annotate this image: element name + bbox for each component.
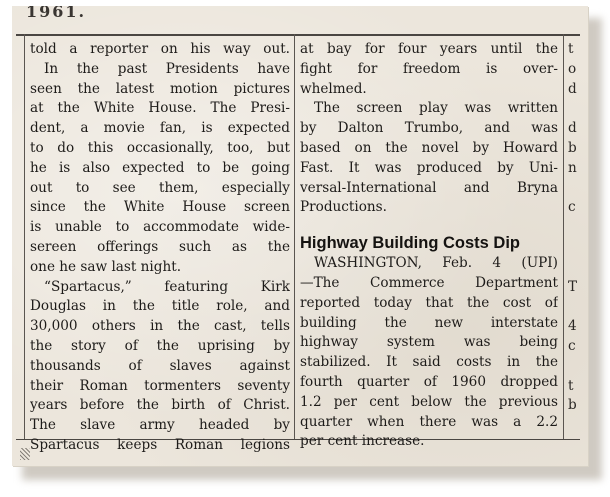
edge-fragment: b	[568, 139, 577, 156]
text-line: The screen play was written	[314, 100, 558, 117]
edge-fragment: 4	[568, 318, 577, 335]
edge-fragment: n	[568, 159, 577, 176]
text-line: whelmed.	[300, 80, 367, 97]
text-line: In the past Presidents have	[44, 60, 290, 77]
text-line: at the White House. The Presi-	[30, 100, 290, 117]
text-line: seen the latest motion pictures	[30, 80, 290, 97]
edge-fragment	[568, 297, 588, 317]
article-column-1	[30, 40, 290, 456]
text-line: 1.2 per cent below the previous	[300, 393, 558, 410]
column-rule-right	[563, 34, 564, 440]
header-fragment: 1961.	[26, 6, 87, 21]
text-line: out to see them, especially	[30, 179, 290, 196]
edge-fragment: c	[568, 199, 576, 216]
text-line: highway system was being	[300, 334, 558, 351]
text-line: sereen offerings such as the	[30, 238, 290, 255]
edge-fragment: d	[568, 120, 577, 137]
text-line: Productions.	[300, 199, 387, 216]
text-line: stabilized. It said costs in the	[300, 354, 558, 371]
text-line: —The Commerce Department	[300, 274, 558, 291]
text-line: the story of the uprising by	[30, 337, 290, 354]
text-line: building the new interstate	[300, 314, 558, 331]
text-line: years before the birth of Christ.	[30, 397, 290, 414]
text-line: to do this occasionally, too, but	[30, 139, 290, 156]
text-line: Fast. It was produced by Uni-	[300, 159, 558, 176]
text-line: Douglas in the title role, and	[30, 298, 290, 315]
edge-fragment	[568, 218, 588, 238]
text-line: The slave army headed by	[30, 417, 290, 434]
text-line: thousands of slaves against	[30, 357, 290, 374]
text-line: dent, a movie fan, is expected	[30, 120, 290, 137]
edge-fragment: b	[568, 397, 577, 414]
text-line: at bay for four years until the	[300, 41, 558, 57]
text-line: by Dalton Trumbo, and was	[300, 120, 558, 137]
text-line: since the White House screen	[30, 199, 290, 216]
newspaper-clipping	[12, 6, 588, 466]
text-line: “Spartacus,” featuring Kirk	[44, 278, 290, 295]
footer-pattern	[20, 448, 30, 460]
edge-fragment: T	[568, 278, 578, 295]
edge-fragment	[568, 238, 588, 258]
text-line: reported today that the cost of	[300, 294, 558, 311]
edge-fragment: t	[568, 377, 574, 394]
edge-fragment: c	[568, 337, 576, 354]
article-headline: Highway Building Costs Dip	[300, 234, 521, 253]
adjacent-column-fragments	[568, 40, 588, 456]
edge-fragment: t	[568, 41, 574, 57]
edge-fragment	[568, 357, 588, 377]
text-line: 30,000 others in the cast, tells	[30, 318, 290, 335]
column-rule-left	[24, 34, 25, 440]
column-2-article-text	[300, 254, 558, 452]
text-line: versal-International and Bryna	[300, 179, 558, 196]
text-line: one he saw last night.	[30, 258, 182, 275]
column-rule-middle	[294, 34, 295, 440]
top-rule	[16, 34, 580, 36]
edge-fragment	[568, 258, 588, 278]
edge-fragment	[568, 179, 588, 199]
text-line: per cent increase.	[300, 433, 425, 450]
edge-fragment	[568, 416, 588, 436]
text-line: Spartacus keeps Roman legions	[30, 436, 290, 453]
text-line: based on the novel by Howard	[300, 139, 558, 156]
text-line: fourth quarter of 1960 dropped	[300, 373, 558, 390]
column-2-top-text	[300, 40, 558, 218]
text-line: is unable to accommodate wide-	[30, 219, 290, 236]
text-line: told a reporter on his way out.	[30, 41, 290, 57]
edge-fragment: o	[568, 60, 577, 77]
text-line: WASHINGTON, Feb. 4 (UPI)	[314, 255, 558, 272]
edge-fragment	[568, 99, 588, 119]
article-column-2	[300, 40, 558, 452]
text-line: he is also expected to be going	[30, 159, 290, 176]
edge-fragment: d	[568, 80, 577, 97]
text-line: fight for freedom is over-	[300, 60, 558, 77]
text-line: quarter when there was a 2.2	[300, 413, 558, 430]
edge-fragment	[568, 436, 588, 456]
text-line: their Roman tormenters seventy	[30, 377, 290, 394]
